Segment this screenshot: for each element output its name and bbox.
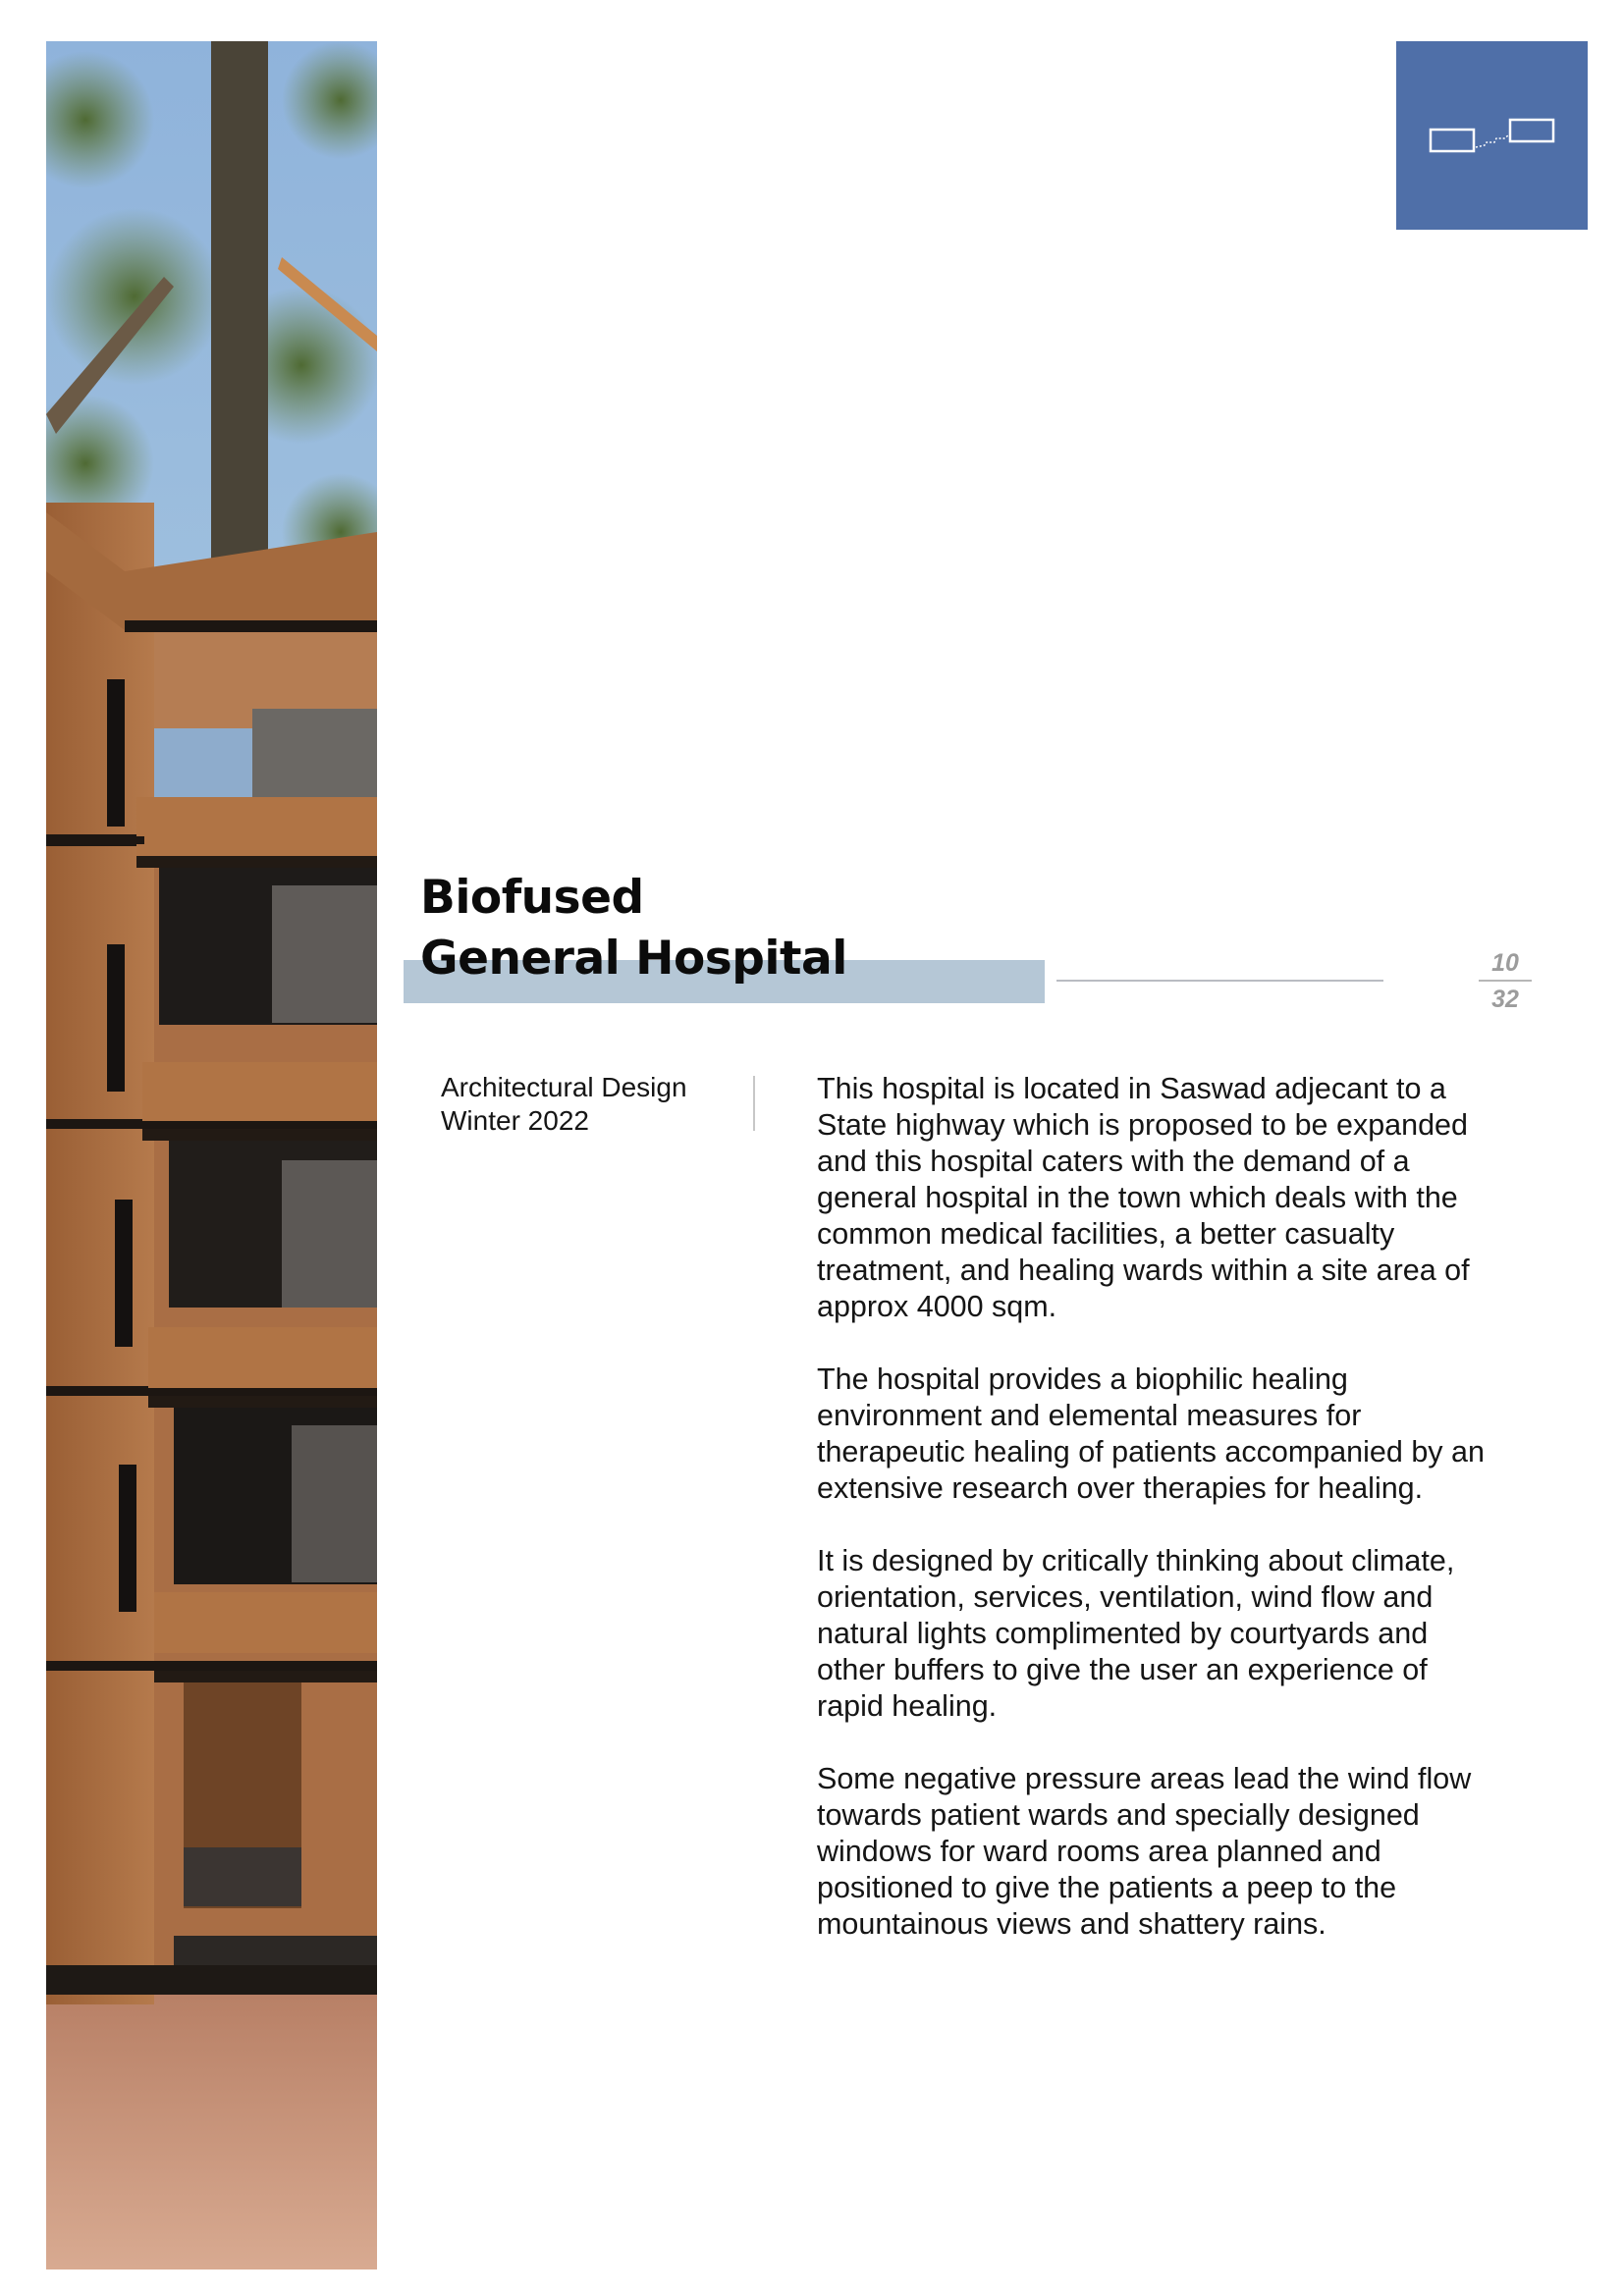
page-counter <box>1479 948 1532 1014</box>
title-line-2: General Hospital <box>420 932 847 986</box>
two-rectangles-connector-logo-icon <box>1396 41 1588 230</box>
project-term: Winter 2022 <box>441 1105 589 1136</box>
project-description <box>817 1071 1485 1979</box>
title-line-1: Biofused <box>420 871 644 925</box>
meta-divider <box>753 1076 755 1131</box>
page-title <box>420 868 847 989</box>
project-meta <box>441 1071 687 1138</box>
description-paragraph: This hospital is located in Saswad adjecant to a State highway which is proposed to be expanded and this hospital caters with the demand of a general hospital in the town which deals with the common medical facilities, a better casualty treatment, and healing wards within a site area of approx 4000 sqm. <box>817 1072 1470 1323</box>
description-paragraph: The hospital provides a biophilic healing environment and elemental measures for therapeutic healing of patients accompanied by an extensive research over therapies for healing. <box>817 1362 1485 1505</box>
description-paragraph: Some negative pressure areas lead the wind flow towards patient wards and specially designed windows for ward rooms area planned and positioned to give the patients a peep to the mountainous views and shattery rains. <box>817 1762 1472 1941</box>
project-discipline: Architectural Design <box>441 1072 687 1102</box>
title-rule <box>1056 980 1383 982</box>
page-current: 10 <box>1491 949 1519 977</box>
description-paragraph: It is designed by critically thinking about climate, orientation, services, ventilation, wind flow and natural lights complimented by courtyards and other buffers to give the user an experience of rapid healing. <box>817 1544 1455 1723</box>
logo-tile <box>1396 41 1588 230</box>
project-photo <box>46 41 377 2269</box>
page-total: 32 <box>1491 986 1519 1013</box>
page-counter-divider <box>1479 980 1532 982</box>
